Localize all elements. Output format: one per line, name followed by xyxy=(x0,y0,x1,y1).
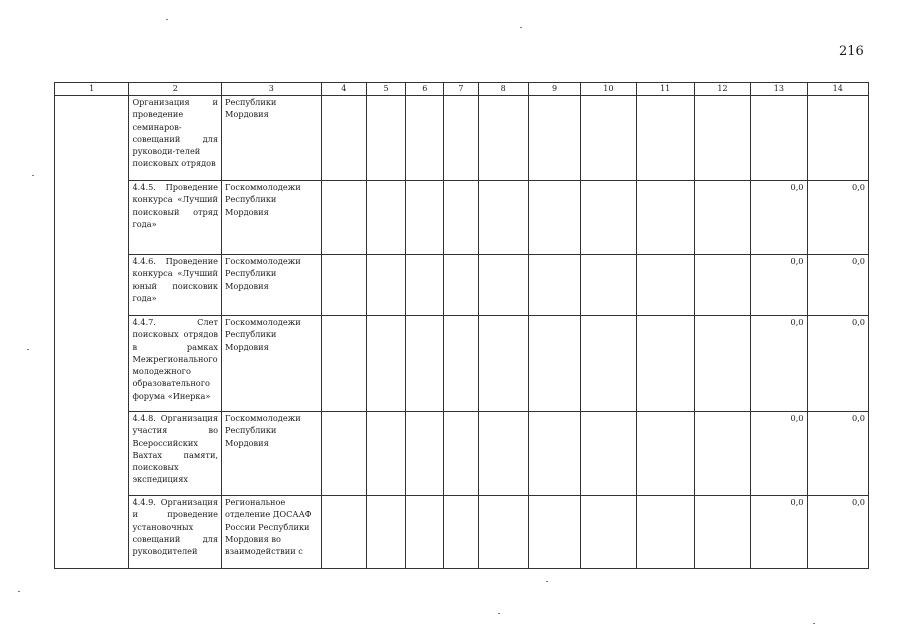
value-cell: 0,0 xyxy=(751,181,807,255)
column-header: 9 xyxy=(528,83,580,96)
column-header: 1 xyxy=(55,83,129,96)
value-cell: 0,0 xyxy=(751,496,807,569)
action-cell: 4.4.9. Организация и проведение установочных совещаний для руководителей xyxy=(129,496,222,569)
column-header: 10 xyxy=(581,83,636,96)
column-header: 3 xyxy=(222,83,322,96)
executor-cell: Госкоммолодежи Республики Мордовия xyxy=(222,255,322,316)
scan-speck xyxy=(32,175,34,176)
table-row xyxy=(55,96,869,181)
scan-speck xyxy=(18,591,20,592)
scan-speck xyxy=(520,27,522,28)
action-cell: 4.4.7. Слет поисковых отрядов в рамках Межрегионального молодежного образовательного форума «Инерка» xyxy=(129,316,222,412)
scan-speck xyxy=(546,581,548,582)
table-row xyxy=(55,316,869,412)
scan-speck xyxy=(27,349,29,350)
table-row xyxy=(55,181,869,255)
value-cell: 0,0 xyxy=(807,255,868,316)
value-cell: 0,0 xyxy=(807,496,868,569)
column-header: 8 xyxy=(478,83,528,96)
scan-speck xyxy=(166,19,168,20)
executor-cell: Госкоммолодежи Республики Мордовия xyxy=(222,316,322,412)
action-cell: 4.4.6. Проведение конкурса «Лучший юный поисковик года» xyxy=(129,255,222,316)
value-cell: 0,0 xyxy=(807,412,868,496)
column-header: 6 xyxy=(406,83,444,96)
column-header: 12 xyxy=(694,83,750,96)
scan-speck xyxy=(813,623,815,624)
action-cell: 4.4.5. Проведение конкурса «Лучший поисковый отряд года» xyxy=(129,181,222,255)
table-row xyxy=(55,496,869,569)
table-row xyxy=(55,255,869,316)
table-row xyxy=(55,412,869,496)
column-header: 13 xyxy=(751,83,807,96)
column-header: 5 xyxy=(366,83,405,96)
column-header: 2 xyxy=(129,83,222,96)
value-cell xyxy=(807,96,868,181)
executor-cell: Региональное отделение ДОСААФ России Республики Мордовия во взаимодействии с xyxy=(222,496,322,569)
column-header: 14 xyxy=(807,83,868,96)
executor-cell: Госкоммолодежи Республики Мордовия xyxy=(222,412,322,496)
value-cell xyxy=(751,96,807,181)
page-number: 216 xyxy=(839,44,864,59)
scan-speck xyxy=(498,613,500,614)
header-row xyxy=(55,83,869,96)
column-header: 7 xyxy=(444,83,478,96)
column-header: 4 xyxy=(321,83,366,96)
executor-cell: Госкоммолодежи Республики Мордовия xyxy=(222,181,322,255)
value-cell: 0,0 xyxy=(751,316,807,412)
value-cell: 0,0 xyxy=(807,316,868,412)
value-cell: 0,0 xyxy=(751,412,807,496)
action-cell: Организация и проведение семинаров-совещаний для руководи-телей поисковых отрядов xyxy=(129,96,222,181)
row-number-cell xyxy=(55,96,129,569)
column-header: 11 xyxy=(636,83,694,96)
value-cell: 0,0 xyxy=(751,255,807,316)
program-table xyxy=(54,82,869,569)
action-cell: 4.4.8. Организация участия во Всероссийских Вахтах памяти, поисковых экспедициях xyxy=(129,412,222,496)
executor-cell: Республики Мордовия xyxy=(222,96,322,181)
value-cell: 0,0 xyxy=(807,181,868,255)
